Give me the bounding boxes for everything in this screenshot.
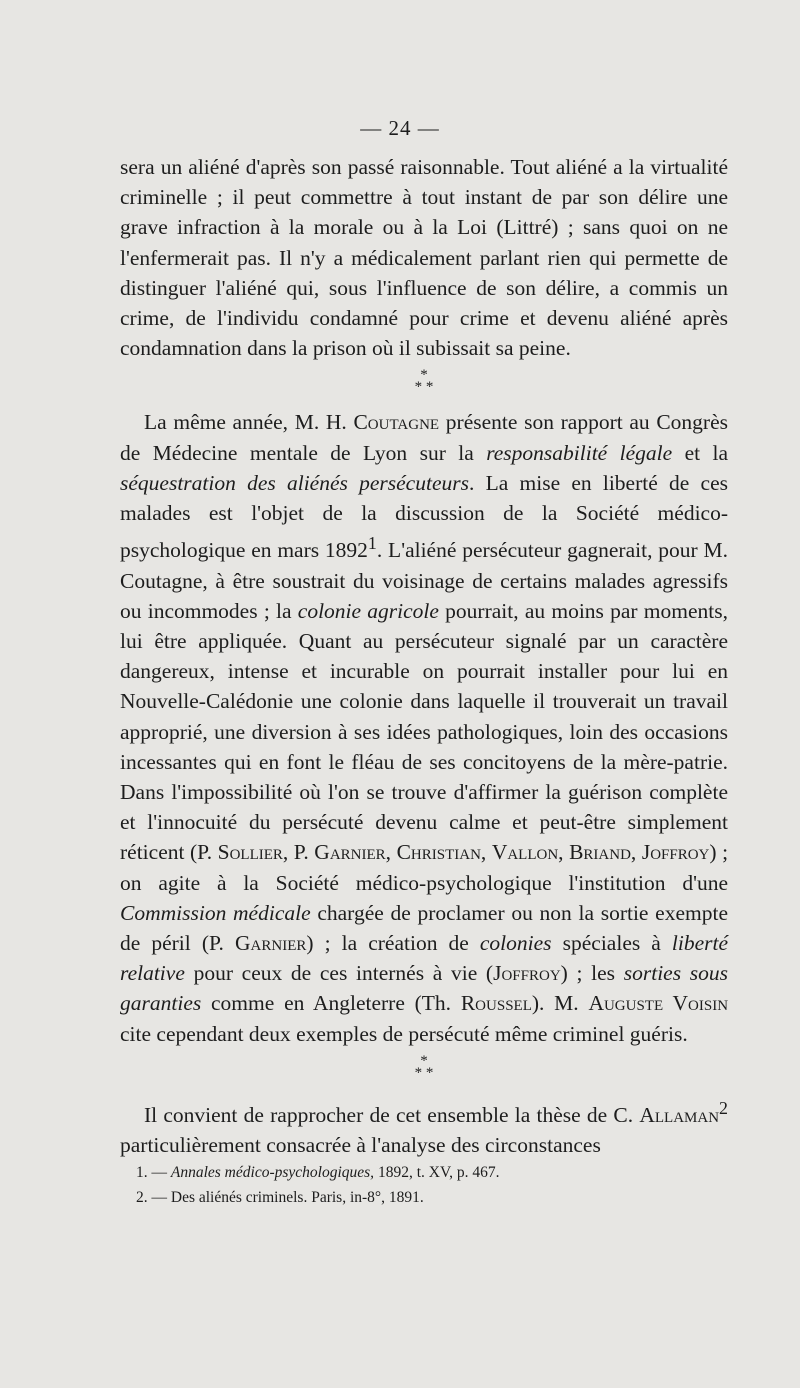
author-name: Christian	[396, 840, 481, 865]
text-run: présente son rapport au Congrès de Médecine mentale de Lyon sur la	[120, 410, 728, 465]
author-name: Joffroy	[493, 961, 561, 986]
text-run: particulièrement consacrée à l'analyse des circonstances	[120, 1133, 601, 1158]
author-name: Allaman	[639, 1103, 720, 1127]
paragraph-1: sera un aliéné d'après son passé raisonnable. Tout aliéné a la virtualité criminelle ; il peut commettre à tout instant de par son délire une grave infraction à la morale ou à la Loi (Littré) ; sans quoi on ne l'enfermerait pas. Il n'y a médicalement parlant rien qui permette de distinguer l'aliéné qui, sous l'influence de son délire, a commis un crime, de l'individu condamné pour crime et devenu aliéné après condamnation dans la prison où il subissait sa peine.	[120, 155, 728, 361]
text-run: chargée de proclamer ou non la sortie exempte de péril (P.	[120, 900, 728, 956]
footnote-1	[136, 1160, 736, 1185]
asterism-bottom: * *	[414, 1064, 434, 1081]
text-run: pour ceux de ces internés à vie (	[193, 961, 494, 986]
author-name: Joffroy	[641, 840, 710, 865]
italic-term: colonie agricole	[297, 598, 439, 623]
footnote-ref-1: 1	[367, 533, 377, 554]
footnote-marker: 1. —	[136, 1164, 167, 1181]
footnotes	[136, 1160, 736, 1210]
text-run: spéciales à	[562, 931, 661, 956]
italic-term: Commission médicale	[120, 900, 311, 925]
author-name: Briand	[569, 840, 631, 865]
footnote-2: 2. — Des aliénés criminels. Paris, in-8°, 1891.	[136, 1189, 424, 1206]
author-name: Garnier	[235, 931, 307, 956]
text-run: ,	[385, 840, 392, 865]
text-run: comme en Angleterre (Th.	[211, 991, 452, 1016]
text-run: ) ; les	[560, 961, 616, 986]
text-run: , P.	[282, 840, 309, 865]
paragraph-2	[120, 407, 728, 1048]
asterism-top: *	[420, 1052, 428, 1069]
author-name: Sollier	[217, 840, 283, 865]
text-run: . L'aliéné persécuteur gagnerait, pour M. Coutagne, à être soustrait du voisinage de certains malades agressifs ou incommodes ; la	[120, 538, 728, 623]
text-run: ) ; on agite à la Société médico-psychologique l'institution d'une	[120, 840, 729, 895]
asterism-top: *	[420, 367, 428, 384]
text-run: ). M.	[531, 991, 579, 1016]
text-run: ) ; la création de	[306, 931, 469, 956]
text-run: pourrait, au moins par moments, lui être appliquée. Quant au persécuteur signalé par un caractère dangereux, intense et incurable on pourrait installer pour lui en Nouvelle-Calédonie une colonie dans laquelle il trouverait un travail approprié, une diversion à ses idées pathologiques, loin des occasions incessantes qui en font le fléau de ses concitoyens de la mère-patrie. Dans l'impossibilité où l'on se trouve d'affirmer la guérison complète et l'innocuité du persécuté devenu calme et peut-être simplement réticent (P.	[120, 598, 729, 865]
text-run: Il convient de rapprocher de cet ensemble la thèse de C.	[144, 1103, 634, 1127]
paragraph-3	[120, 1093, 728, 1161]
asterism-divider-2	[120, 1052, 728, 1081]
italic-term: colonies	[479, 931, 552, 956]
text-run: ,	[630, 840, 637, 865]
asterism-divider-1	[120, 367, 728, 396]
footnote-title: Annales médico-psychologiques,	[170, 1164, 375, 1181]
author-name: Coutagne	[353, 410, 440, 435]
text-run: ,	[480, 840, 487, 865]
footnote-ref-2: 2	[719, 1097, 728, 1118]
page-number: — 24 —	[360, 116, 440, 140]
author-name: Roussel	[460, 991, 532, 1016]
text-run: cite cependant deux exemples de persécuté même criminel guéris.	[120, 1021, 688, 1046]
text-run: La même année, M. H.	[144, 410, 347, 435]
asterism-bottom: * *	[414, 379, 434, 396]
author-name: Garnier	[314, 840, 386, 865]
author-name: Auguste Voisin	[588, 991, 729, 1016]
footnote-citation: 1892, t. XV, p. 467.	[377, 1164, 500, 1181]
text-run: et la	[684, 440, 728, 465]
main-text	[120, 152, 728, 1160]
italic-term: sorties sous garanties	[120, 961, 729, 1016]
text-run: ,	[558, 840, 564, 865]
italic-term: liberté relative	[120, 931, 729, 986]
italic-term: responsabilité légale	[486, 440, 673, 465]
italic-term: séquestration des aliénés persécuteurs	[120, 470, 469, 495]
text-run: . La mise en liberté de ces malades est l'objet de la discussion de la Société médico-psychologique en mars 1892	[120, 470, 728, 563]
author-name: Vallon	[491, 840, 559, 865]
